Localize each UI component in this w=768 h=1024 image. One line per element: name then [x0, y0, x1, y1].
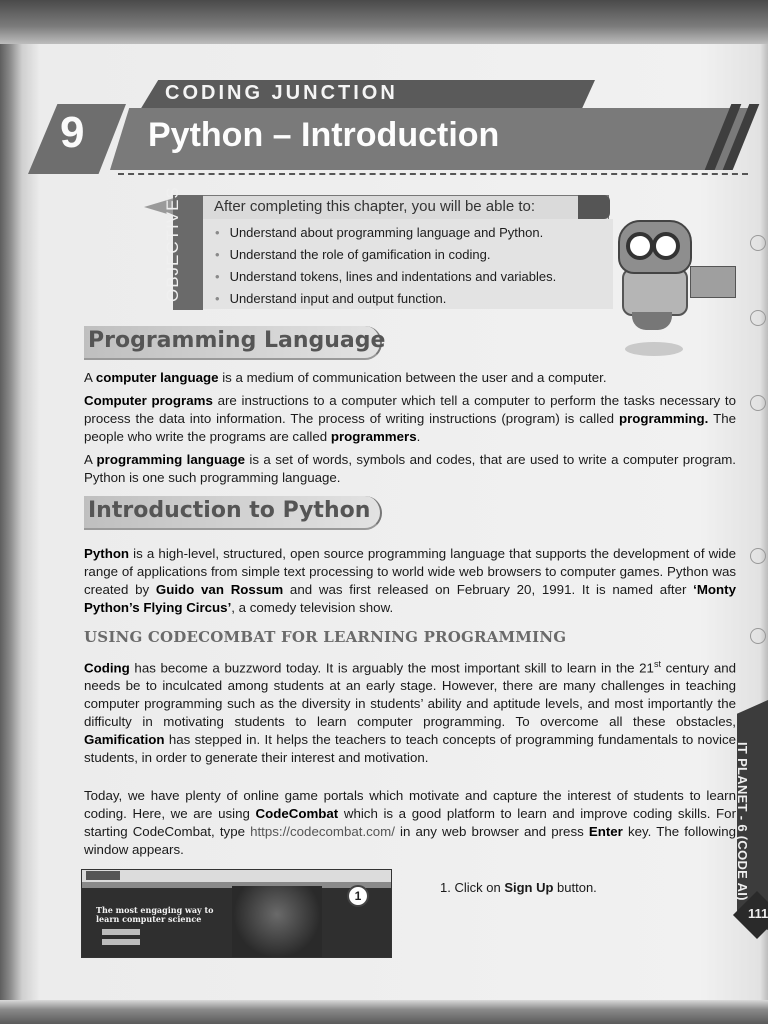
- chapter-title: Python – Introduction: [148, 116, 500, 154]
- objectives-intro: After completing this chapter, you will be able to:: [214, 198, 536, 215]
- objectives-label: OBJECTIVES: [163, 186, 182, 302]
- tagline-line: learn computer science: [96, 914, 202, 924]
- screenshot-hero-image: [232, 886, 322, 957]
- scan-bottom-shadow: [0, 1000, 768, 1024]
- robot-eye-icon: [652, 232, 680, 260]
- pencil-eraser-icon: [578, 195, 610, 219]
- header-divider: [118, 173, 748, 175]
- objectives-list: [215, 222, 556, 310]
- objective-item: • Understand input and output function.: [215, 288, 556, 310]
- screenshot-tagline: [96, 906, 213, 924]
- codecombat-screenshot: [81, 869, 392, 958]
- callout-number: 1: [347, 885, 369, 907]
- binding-ring-icon: [750, 395, 766, 411]
- robot-base-icon: [632, 312, 672, 330]
- step-instruction: 1. Click on Sign Up button.: [440, 880, 597, 895]
- paragraph: Coding has become a buzzword today. It is arguably the most important skill to learn in the 21st century and needs be to inculcated among students at an early stage. However, there are many challenges in teaching computer programming such as the diversity in students’ ability and aptitude levels, and most importantly the difficulty in motivating students to learn computer programming. To overcome all these obstacles, Gamification has stepped in. It helps the teachers to teach concepts of programming fundamentals to novice students, in order to generate their interest and motivation.: [84, 659, 736, 766]
- book-title: IT PLANET - 6 (CODE AI): [735, 742, 750, 901]
- robot-eye-icon: [626, 232, 654, 260]
- chapter-number: 9: [60, 108, 85, 157]
- subsection-heading: USING CODECOMBAT FOR LEARNING PROGRAMMING: [84, 628, 567, 646]
- objective-item: • Understand about programming language and Python.: [215, 222, 556, 244]
- paragraph: Computer programs are instructions to a computer which tell a computer to perform the tasks necessary to process the data into information. The process of writing instructions (program) is called programming. The people who write the programs are called programmers.: [84, 393, 736, 444]
- screenshot-button: [102, 939, 140, 945]
- scan-top-shadow: [0, 0, 768, 44]
- binding-ring-icon: [750, 235, 766, 251]
- paragraph: A computer language is a medium of communication between the user and a computer.: [84, 370, 607, 385]
- tagline-line: The most engaging way to: [96, 905, 214, 915]
- series-title: CODING JUNCTION: [165, 82, 398, 104]
- robot-sign-icon: [690, 266, 736, 298]
- objective-item: • Understand tokens, lines and indentations and variables.: [215, 266, 556, 288]
- robot-body-icon: [622, 268, 688, 316]
- paragraph: Python is a high-level, structured, open source programming language that supports the development of wide range of applications from simple text processing to world wide web browsers to computer games. Python was created by Guido van Rossum and was first released on February 20, 1991. It is named after ‘Monty Python’s Flying Circus’, a comedy television show.: [84, 546, 736, 615]
- binding-ring-icon: [750, 310, 766, 326]
- objective-item: • Understand the role of gamification in coding.: [215, 244, 556, 266]
- binding-ring-icon: [750, 548, 766, 564]
- robot-shadow: [625, 342, 683, 356]
- paragraph: Today, we have plenty of online game portals which motivate and capture the interest of students to learn coding. Here, we are using CodeCombat which is a good platform to learn and improve coding skills. For starting CodeCombat, type https://codecombat.com/ in any web browser and press Enter key. The following window appears.: [84, 788, 736, 857]
- section-heading: Programming Language: [88, 328, 386, 353]
- paragraph: A programming language is a set of words, symbols and codes, that are used to write a computer program. Python is one such programming language.: [84, 452, 736, 485]
- binding-ring-icon: [750, 628, 766, 644]
- codecombat-logo: [86, 871, 120, 880]
- screenshot-button: [102, 929, 140, 935]
- section-heading: Introduction to Python: [88, 498, 371, 523]
- screenshot-navbar: [82, 870, 391, 882]
- page-number: 111: [748, 906, 768, 921]
